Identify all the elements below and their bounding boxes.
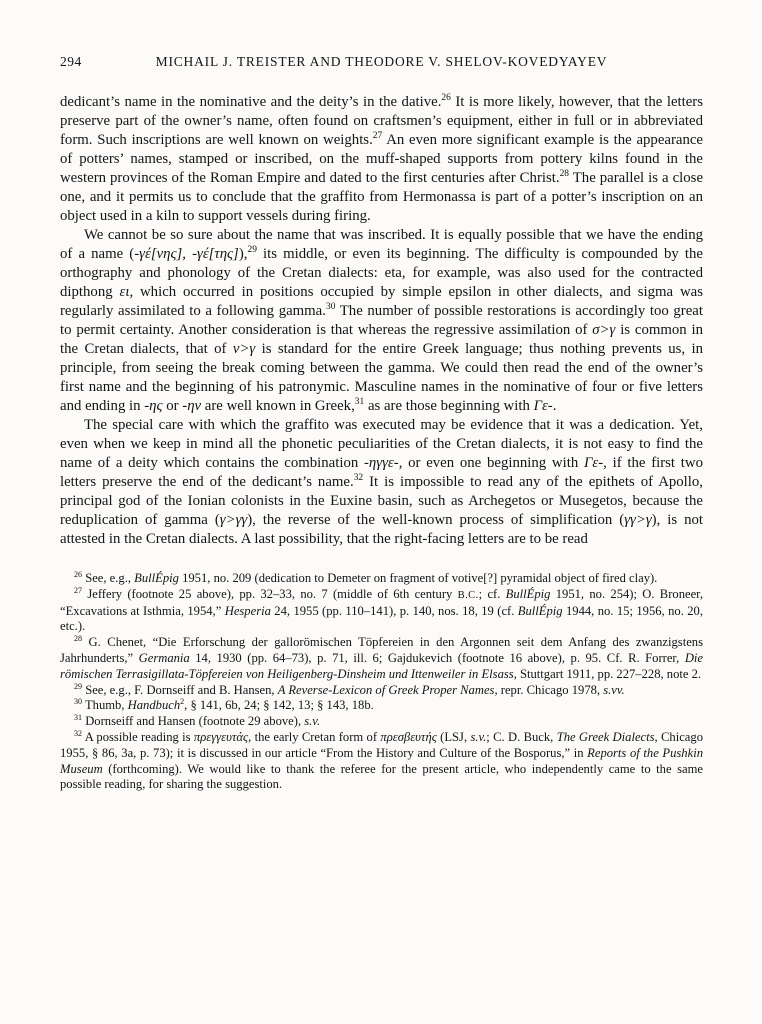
running-head: MICHAIL J. TREISTER AND THEODORE V. SHELOV-KOVEDYAYEV — [155, 54, 608, 69]
text-segment: are well known in Greek, — [201, 398, 355, 414]
text-segment: ν>γ — [232, 341, 256, 357]
text-segment: 1944, no. 15; 1956, no. 20, etc.). — [60, 603, 703, 634]
superscript-number: 30 — [74, 697, 83, 707]
text-segment: , § 141, 6b, 24; § 142, 13; § 143, 18b. — [184, 698, 374, 713]
text-segment: Handbuch — [127, 698, 181, 713]
text-segment: 14, 1930 (pp. 64–73), p. 71, ill. 6; Gajdukevich (footnote 16 above), p. 95. Cf. R. Forrer, — [189, 650, 685, 665]
superscript-number: 26 — [441, 93, 451, 104]
text-segment: Γε- — [583, 455, 604, 471]
text-segment: γ>γγ — [219, 512, 248, 528]
superscript-number: 31 — [354, 397, 365, 408]
superscript-number: 2 — [180, 697, 185, 707]
text-segment: -ης — [144, 398, 163, 414]
text-segment: BullÉpig — [134, 571, 179, 585]
text-segment: ; cf. — [478, 586, 506, 601]
superscript-number: 32 — [353, 473, 364, 484]
footnote — [60, 635, 703, 682]
text-segment: πρεσβευτής — [380, 729, 437, 744]
footnote — [60, 698, 703, 714]
text-segment: γγ>γ — [624, 512, 652, 528]
footnote — [60, 714, 703, 730]
text-segment: , or even one beginning with — [398, 455, 584, 471]
text-segment: BullÉpig — [517, 603, 563, 618]
text-segment: ; C. D. Buck, — [486, 729, 557, 744]
superscript-number: 27 — [372, 131, 383, 142]
superscript-number: 27 — [74, 585, 83, 595]
text-segment: -ηγγε- — [364, 455, 399, 471]
page-header — [60, 54, 703, 70]
text-segment: , Chicago 1955, § 86, 3a, p. 73); it is discussed in our article “From the History and Culture of the Bosporus,” in — [60, 729, 703, 760]
text-segment: 1951, no. 209 (dedication to Demeter on fragment of votive[?] pyramidal object of fired clay). — [178, 571, 658, 585]
text-segment: (forthcoming). We would like to thank the referee for the present article, who independently came to the same possible reading, for sharing the suggestion. — [60, 761, 703, 792]
text-segment: Thumb, — [82, 698, 128, 713]
text-segment: We cannot be so sure about the name that was inscribed. It is equally possible that we have the ending of a name ( — [60, 227, 703, 262]
body-paragraph — [60, 416, 703, 549]
text-segment: The special care with which the graffito was executed may be evidence that it was a dedication. Yet, even when we keep in mind all the phonetic peculiarities of the Cretan dialects, it is not easy to find the name of a deity which contains the combination — [60, 417, 703, 471]
footnotes — [60, 571, 703, 793]
text-segment: ), is not attested in the Cretan dialects. A last possibility, that the right-facing letters are to be read — [60, 512, 703, 547]
footnote — [60, 730, 703, 793]
text-segment: Germania — [138, 650, 190, 665]
text-segment: Γε- — [533, 398, 553, 414]
text-segment: Die römischen Terrasigillata-Töpfereien von Heiligenberg-Dinsheim und Ittenweiler in Elsass — [60, 650, 703, 681]
footnote — [60, 683, 703, 699]
text-segment: 1951, no. 254); O. Broneer, “Excavations at Isthmia, 1954,” — [60, 586, 704, 618]
text-segment: σ>γ — [592, 322, 616, 338]
page-number: 294 — [60, 54, 82, 69]
text-segment: See, e.g., — [82, 571, 135, 585]
text-segment: The parallel is a close one, and it permits us to conclude that the graffito from Hermonassa is part of a potter’s inscription on an object used in a kiln to support vessels during firing. — [60, 170, 704, 224]
text-segment: πρεγγευτάς — [193, 729, 249, 744]
text-segment: A Reverse-Lexicon of Greek Proper Names — [277, 682, 495, 697]
text-segment: , the early Cretan form of — [248, 729, 381, 744]
footnote — [60, 571, 703, 587]
text-segment: Hesperia — [224, 603, 271, 618]
text-segment: See, e.g., F. Dornseiff and B. Hansen, — [82, 682, 278, 697]
text-segment: It is more likely, however, that the letters preserve part of the owner’s name, often found on craftsmen’s equipment, either in full or in abbreviated form. Such inscriptions are well known on weights. — [60, 94, 703, 148]
superscript-number: 29 — [74, 681, 83, 691]
text-segment: -ην — [182, 398, 202, 414]
text-segment: or — [162, 398, 183, 414]
text-segment: . — [552, 398, 557, 414]
text-segment: s.v. — [470, 729, 487, 744]
text-segment: The Greek Dialects — [556, 729, 655, 744]
text-segment: -γέ[νης], -γέ[της] — [134, 246, 239, 262]
text-segment: (LSJ, — [436, 729, 471, 744]
superscript-number: 30 — [325, 302, 336, 313]
text-segment: , repr. Chicago 1978, — [494, 682, 604, 697]
body-paragraph — [60, 226, 703, 416]
text-segment: , Stuttgart 1911, pp. 227–228, note 2. — [513, 666, 702, 681]
text-segment: Jeffery (footnote 25 above), pp. 32–33, no. 7 (middle of 6th century — [82, 586, 458, 601]
text-segment: The number of possible restorations is accordingly too great to permit certainty. Another consideration is that whereas the regressive assimilation of — [60, 303, 703, 338]
text-segment: B.C. — [457, 589, 479, 601]
text-segment: as are those beginning with — [364, 398, 534, 414]
text-segment: its middle, or even its beginning. The difficulty is compounded by the orthography and phonology of the Cretan dialects: eta, for example, was also used for the contracted dipthong — [60, 246, 703, 300]
footnote — [60, 587, 703, 635]
text-segment: , if the first two letters preserve the end of the dedicant’s name. — [60, 455, 703, 490]
text-segment: It is impossible to read any of the epithets of Apollo, principal god of the Ionian colonists in the Euxine basin, such as Archegetos or Musegetos, because the reduplication of gamma ( — [60, 474, 703, 528]
text-segment: is common in the Cretan dialects, that of — [60, 322, 703, 357]
superscript-number: 32 — [74, 728, 83, 738]
body-paragraphs — [60, 93, 703, 549]
text-segment: A possible reading is — [82, 729, 194, 744]
text-segment: , which occurred in positions occupied by simple epsilon in other dialects, and sigma was regularly assimilated to a following gamma. — [60, 284, 703, 319]
text-segment: BullÉpig — [505, 586, 551, 601]
text-segment: Dornseiff and Hansen (footnote 29 above), — [82, 714, 305, 729]
text-segment: ), — [238, 246, 248, 262]
text-segment: ει — [119, 284, 130, 300]
superscript-number: 26 — [74, 569, 83, 579]
text-segment: s.v. — [304, 714, 321, 729]
superscript-number: 28 — [74, 634, 83, 643]
text-segment: Reports of the Pushkin Museum — [60, 745, 703, 776]
text-segment: An even more significant example is the appearance of potters’ names, stamped or inscribed, on the muff-shaped supports from pottery kilns found in the western provinces of the Roman Empire and dated to the first centuries after Christ. — [60, 132, 703, 186]
superscript-number: 29 — [247, 245, 257, 256]
superscript-number: 28 — [559, 169, 570, 180]
text-segment: ), the reverse of the well-known process of simplification ( — [247, 512, 625, 528]
text-segment: dedicant’s name in the nominative and the deity’s in the dative. — [60, 94, 442, 110]
text-segment: 24, 1955 (pp. 110–141), p. 140, nos. 18, 19 (cf. — [270, 603, 518, 618]
text-segment: G. Chenet, “Die Erforschung der gallorömischen Töpfereien in den Argonnen seit dem Anfang des zwanzigstens Jahrhunderts,” — [60, 635, 703, 665]
superscript-number: 31 — [74, 712, 83, 722]
body-paragraph — [60, 93, 703, 226]
text-segment: is standard for the entire Greek language; thus nothing prevents us, in principle, from seeing the break coming between the gamma. We could then read the end of the owner’s first name and the beginning of his patronymic. Masculine names in the nominative of four or five letters and ending in — [60, 341, 703, 414]
text-segment: s.vv. — [603, 682, 625, 697]
